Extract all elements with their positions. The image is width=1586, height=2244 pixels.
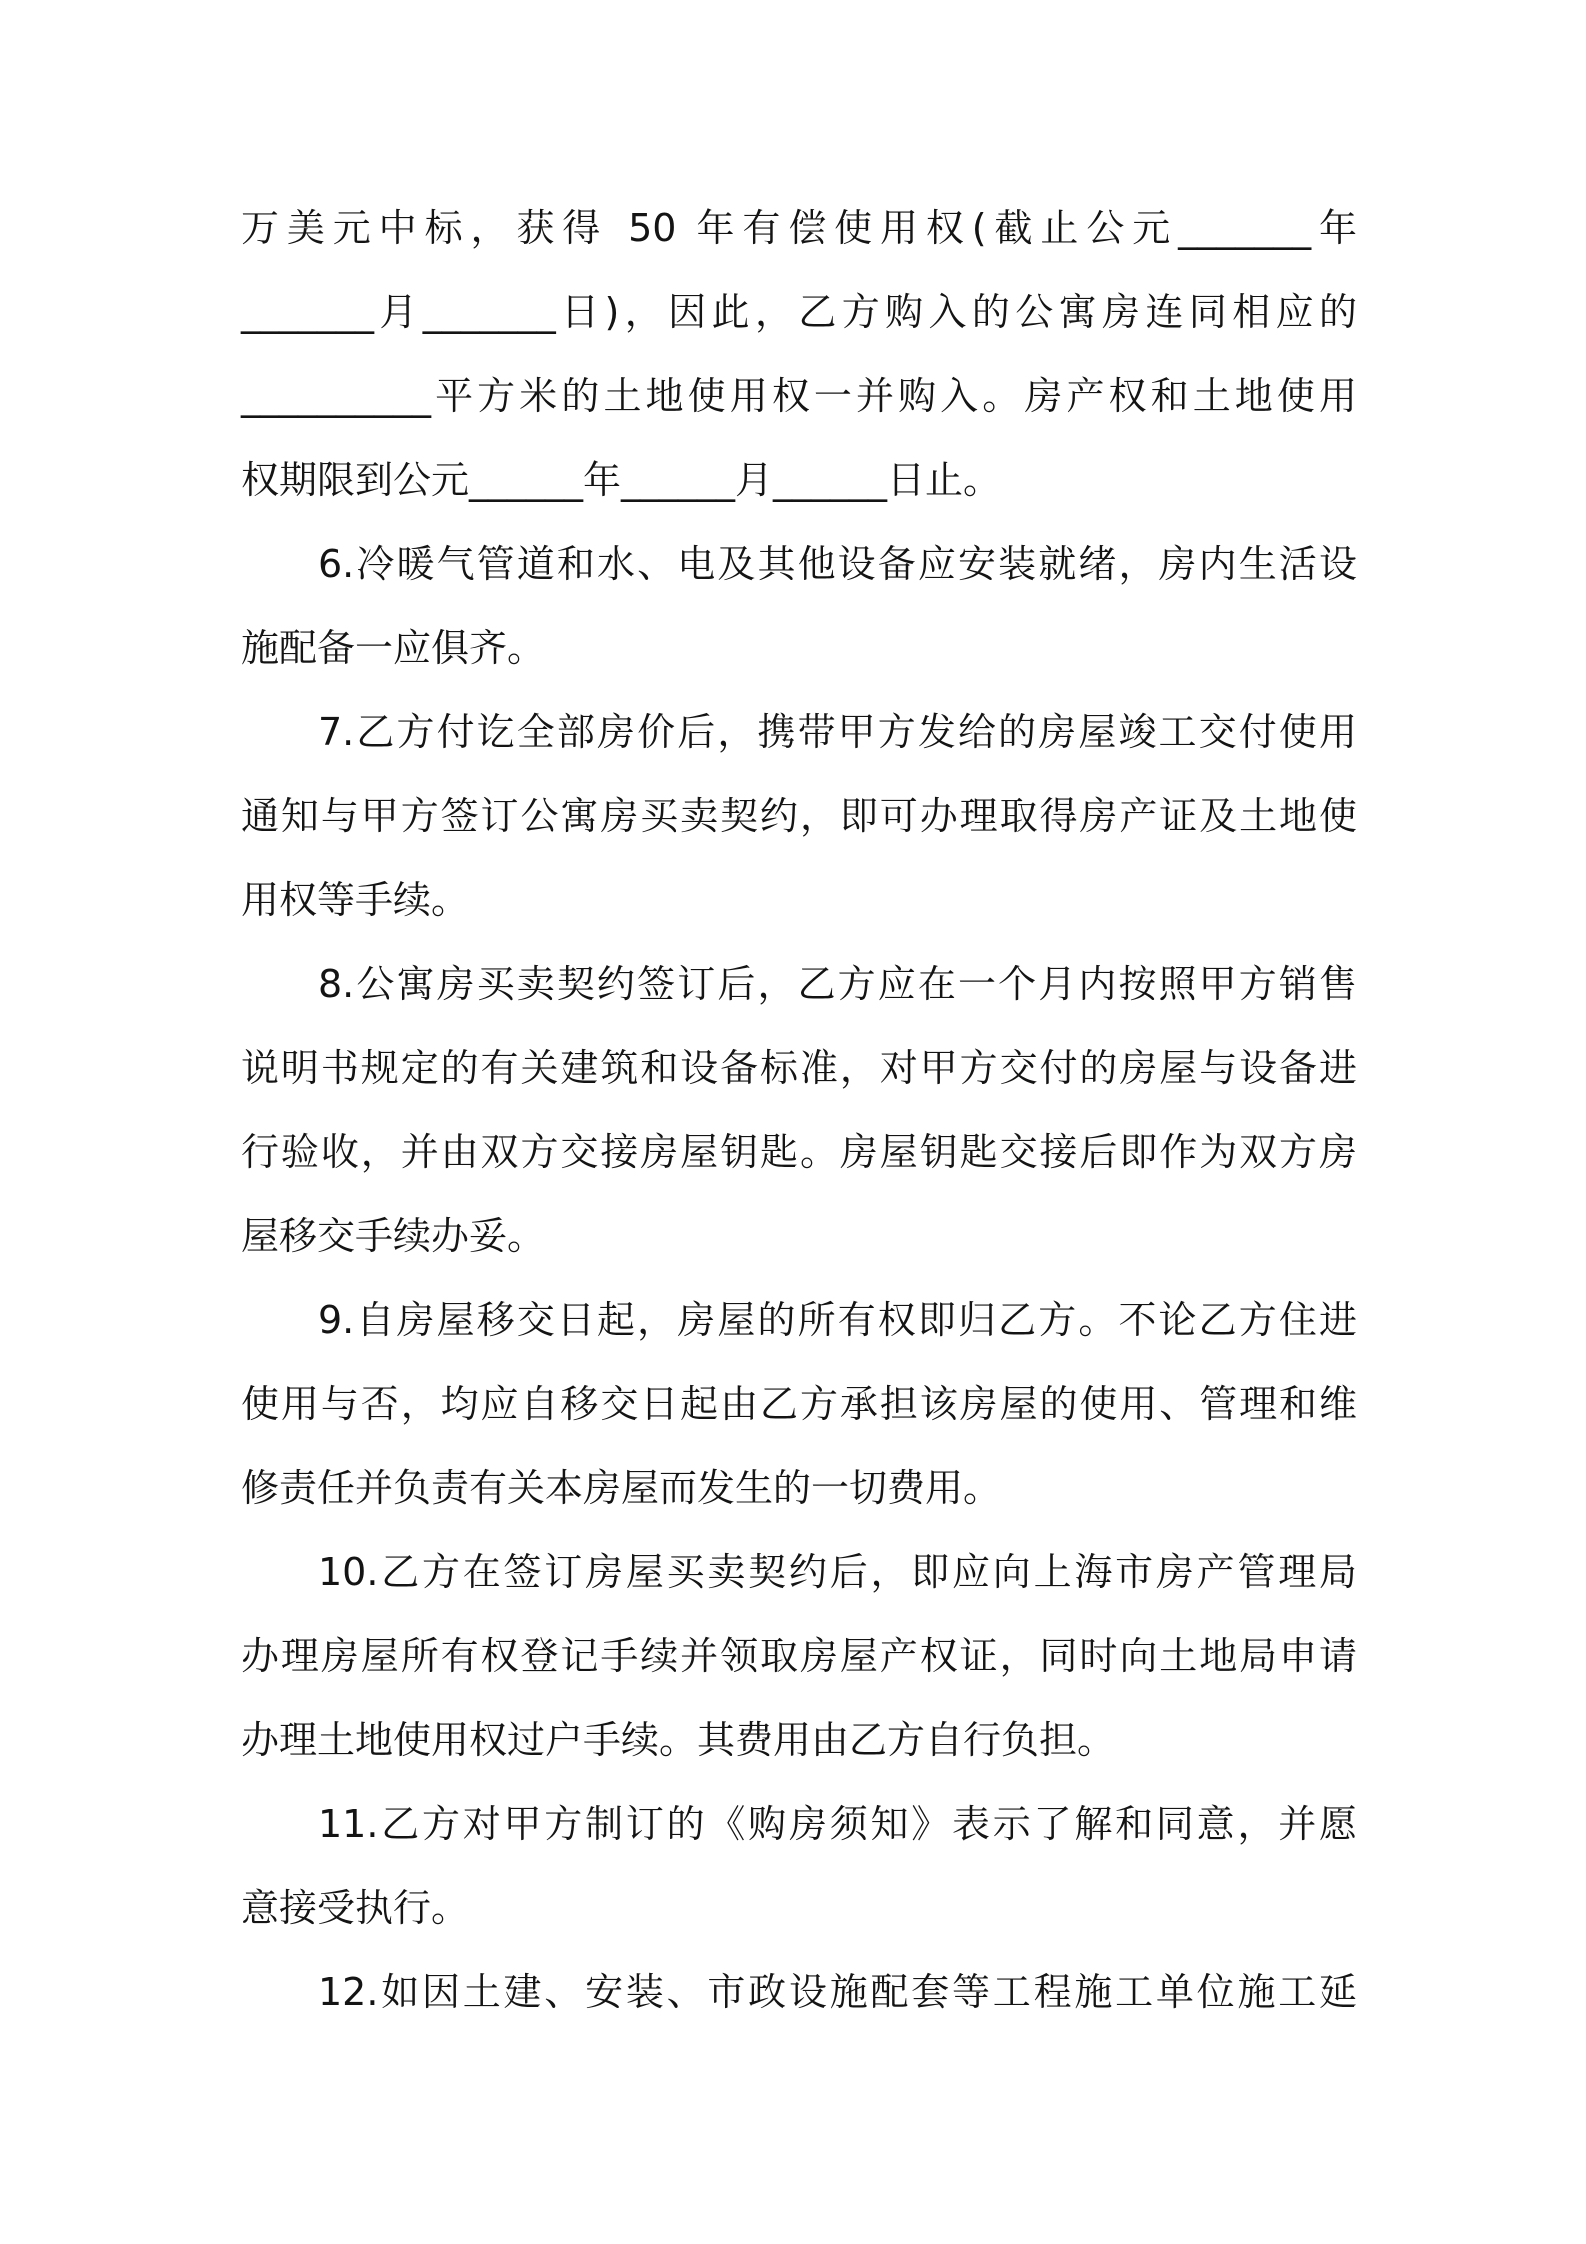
paragraph-first-line: 12.如因土建、安装、市政设施配套等工程施工单位施工延 xyxy=(318,1970,1357,2014)
text-line: 施配备一应俱齐。 xyxy=(241,626,546,670)
text-line: __________平方米的土地使用权一并购入。房产权和土地使用 xyxy=(241,374,1357,418)
text-line: 权期限到公元______年______月______日止。 xyxy=(241,458,1002,502)
paragraph-first-line: 10.乙方在签订房屋买卖契约后，即应向上海市房产管理局 xyxy=(318,1550,1357,1594)
text-line: 通知与甲方签订公寓房买卖契约，即可办理取得房产证及土地使 xyxy=(241,794,1357,838)
text-line: 修责任并负责有关本房屋而发生的一切费用。 xyxy=(241,1466,1002,1510)
paragraph-first-line: 7.乙方付讫全部房价后，携带甲方发给的房屋竣工交付使用 xyxy=(318,710,1357,754)
text-line: 说明书规定的有关建筑和设备标准，对甲方交付的房屋与设备进 xyxy=(241,1046,1357,1090)
text-line: 办理土地使用权过户手续。其费用由乙方自行负担。 xyxy=(241,1718,1116,1762)
text-line: 办理房屋所有权登记手续并领取房屋产权证，同时向土地局申请 xyxy=(241,1634,1357,1678)
text-line: 使用与否，均应自移交日起由乙方承担该房屋的使用、管理和维 xyxy=(241,1382,1357,1426)
text-line: _______月_______日)，因此，乙方购入的公寓房连同相应的 xyxy=(241,290,1357,334)
text-line: 万美元中标，获得 50 年有偿使用权(截止公元_______年 xyxy=(241,206,1357,250)
text-line: 用权等手续。 xyxy=(241,878,470,922)
text-line: 屋移交手续办妥。 xyxy=(241,1214,546,1258)
paragraph-first-line: 11.乙方对甲方制订的《购房须知》表示了解和同意，并愿 xyxy=(318,1802,1357,1846)
paragraph-first-line: 9.自房屋移交日起，房屋的所有权即归乙方。不论乙方住进 xyxy=(318,1298,1357,1342)
text-line: 行验收，并由双方交接房屋钥匙。房屋钥匙交接后即作为双方房 xyxy=(241,1130,1357,1174)
paragraph-first-line: 8.公寓房买卖契约签订后，乙方应在一个月内按照甲方销售 xyxy=(318,962,1357,1006)
paragraph-first-line: 6.冷暖气管道和水、电及其他设备应安装就绪，房内生活设 xyxy=(318,542,1357,586)
text-line: 意接受执行。 xyxy=(241,1886,470,1930)
